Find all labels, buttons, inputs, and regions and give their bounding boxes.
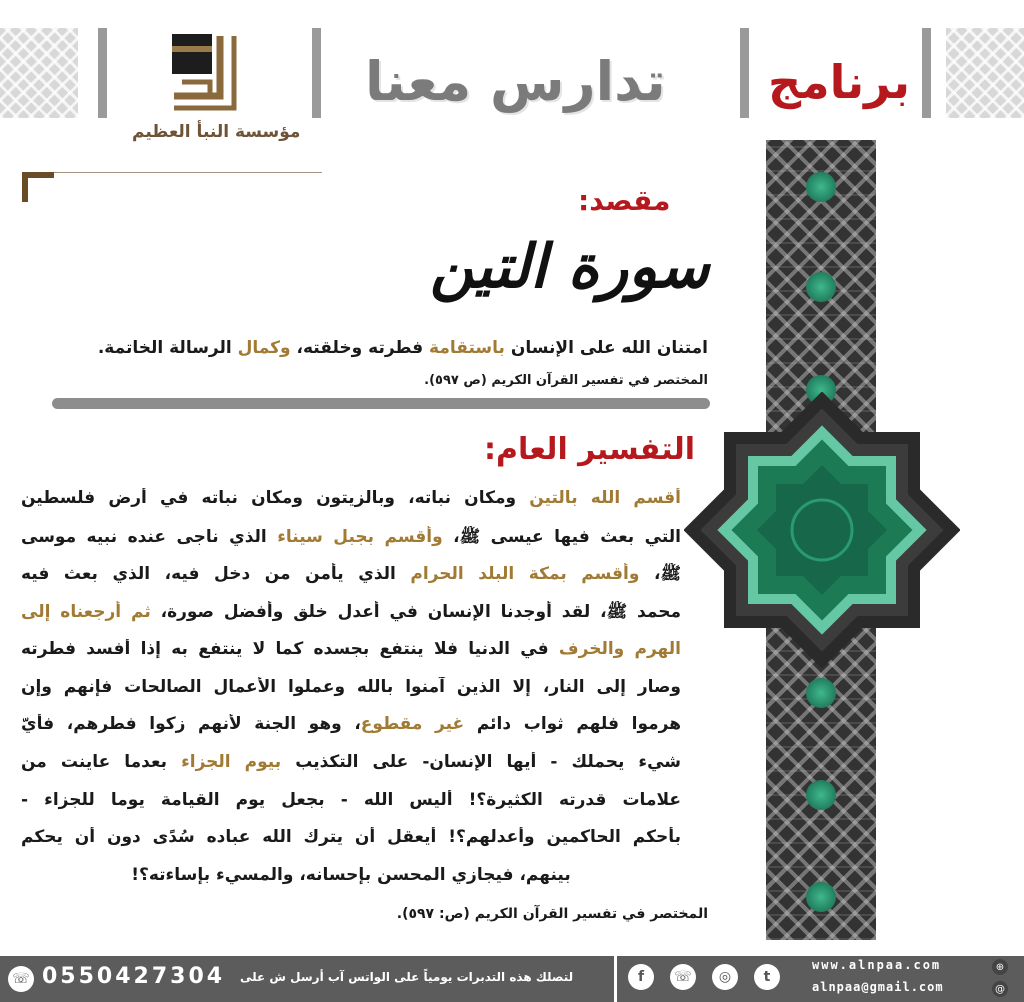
ribbon-dot xyxy=(806,272,836,302)
tafsir-text: التي بعث فيها عيسى ﷺ، xyxy=(442,526,681,547)
website-link[interactable]: www.alnpaa.com xyxy=(812,958,942,972)
tafsir-text: بينهم، فيجازي المحسن بإحسانه، والمسيء بإساءته؟! xyxy=(131,865,571,885)
ribbon-dot xyxy=(806,780,836,810)
maqsad-text-part: فطرته وخلقته، xyxy=(290,338,430,358)
header-divider xyxy=(922,28,931,118)
header-divider xyxy=(98,28,107,118)
tafsir-highlight: الهرم والخرف xyxy=(558,638,681,659)
tafsir-text: الذي ناجى عنده نبيه موسى xyxy=(21,526,278,547)
header-pattern-right xyxy=(946,28,1024,118)
footer-divider xyxy=(614,956,617,1002)
maqsad-text xyxy=(80,338,708,358)
tafsir-line xyxy=(21,526,681,551)
tafsir-line xyxy=(21,714,681,734)
tafsir-text: في الدنيا فلا ينتفع بجسده كما لا ينتفع به إذا أفسد فطرته xyxy=(21,638,559,659)
whatsapp-icon[interactable]: ☏ xyxy=(8,966,34,992)
maqsad-heading: مقصد: xyxy=(578,184,671,217)
tafsir-text: علامات قدرته الكثيرة؟! أليس الله - بجعل يوم القيامة يوما للجزاء - xyxy=(21,789,681,810)
tafsir-text: الذي يأمن من دخل فيه، الذي بعث فيه xyxy=(21,564,411,585)
tafsir-text: ومكان نباته، وبالزيتون ومكان نباته في أرض فلسطين xyxy=(21,488,530,508)
page-title: تدارس معنا xyxy=(365,50,666,113)
tafsir-text: هرموا فلهم ثواب دائم xyxy=(464,714,681,735)
tafsir-line xyxy=(21,601,681,626)
at-icon: @ xyxy=(992,981,1008,997)
tafsir-highlight: أقسم الله بالتين xyxy=(529,488,681,508)
program-label: برنامج xyxy=(768,55,911,109)
tafsir-line xyxy=(21,865,681,885)
tafsir-text: محمد ﷺ، لقد أوجدنا الإنسان في أعدل خلق وأفضل صورة، xyxy=(150,602,681,623)
star-ornament xyxy=(684,392,960,668)
ribbon-dot xyxy=(806,882,836,912)
corner-ornament xyxy=(22,172,28,202)
tafsir-source: المختصر في تفسير القرآن الكريم (ص: ٥٩٧). xyxy=(396,906,708,922)
tafsir-line xyxy=(21,790,681,810)
header-pattern-left xyxy=(0,28,78,118)
tafsir-line xyxy=(21,677,681,697)
maqsad-source: المختصر في تفسير القرآن الكريم (ص ٥٩٧). xyxy=(424,373,708,388)
whatsapp-icon[interactable]: ☏ xyxy=(670,964,696,990)
logo xyxy=(168,30,252,114)
tafsir-text: شيء يحملك - أيها الإنسان- على التكذيب xyxy=(281,751,681,772)
tafsir-text: وصار إلى النار، إلا الذين آمنوا بالله وعملوا الأعمال الصالحات فإنهم وإن xyxy=(21,676,681,697)
tafsir-highlight: بيوم الجزاء xyxy=(181,751,282,772)
twitter-icon[interactable]: t xyxy=(754,964,780,990)
header-divider xyxy=(312,28,321,118)
phone-number[interactable]: 0550427304 xyxy=(42,964,226,989)
maqsad-highlight: وكمال xyxy=(237,338,291,358)
facebook-icon[interactable]: f xyxy=(628,964,654,990)
tafsir-highlight: غير مقطوع xyxy=(360,714,465,735)
surah-name: سورة التين xyxy=(430,232,710,302)
tafsir-line xyxy=(21,639,681,659)
tafsir-line xyxy=(21,827,681,847)
footer-message: لتصلك هذه التدبرات يومياً على الواتس آب أرسل ش على xyxy=(240,970,574,984)
tafsir-highlight: ثم أرجعناه إلى xyxy=(21,602,151,623)
tafsir-text: بأحكم الحاكمين وأعدلهم؟! أيعقل أن يترك الله عباده سُدًى دون أن يحكم xyxy=(21,827,681,848)
corner-ornament xyxy=(22,172,322,173)
org-name: مؤسسة النبأ العظيم xyxy=(132,122,301,142)
maqsad-text-part: امتنان الله على الإنسان xyxy=(504,338,708,358)
tafsir-heading: التفسير العام: xyxy=(484,432,695,467)
tafsir-text: بعدما عاينت من xyxy=(21,751,182,772)
globe-icon: ⊕ xyxy=(992,959,1008,975)
header-divider xyxy=(740,28,749,118)
instagram-icon[interactable]: ◎ xyxy=(712,964,738,990)
tafsir-highlight: وأقسم بجبل سيناء xyxy=(277,526,443,547)
tafsir-line xyxy=(21,488,681,508)
tafsir-text: ﷺ، xyxy=(639,564,681,585)
maqsad-highlight: باستقامة xyxy=(429,338,505,358)
tafsir-line xyxy=(21,563,681,588)
tafsir-text: ، وهو الجنة لأنهم زكوا فطرهم، فأيّ xyxy=(21,714,361,735)
section-separator xyxy=(52,398,710,409)
ribbon-dot xyxy=(806,172,836,202)
tafsir-line xyxy=(21,752,681,772)
ribbon-dot xyxy=(806,678,836,708)
maqsad-text-part: الرسالة الخاتمة. xyxy=(97,338,238,358)
tafsir-highlight: وأقسم بمكة البلد الحرام xyxy=(410,564,640,585)
email-link[interactable]: alnpaa@gmail.com xyxy=(812,980,944,994)
